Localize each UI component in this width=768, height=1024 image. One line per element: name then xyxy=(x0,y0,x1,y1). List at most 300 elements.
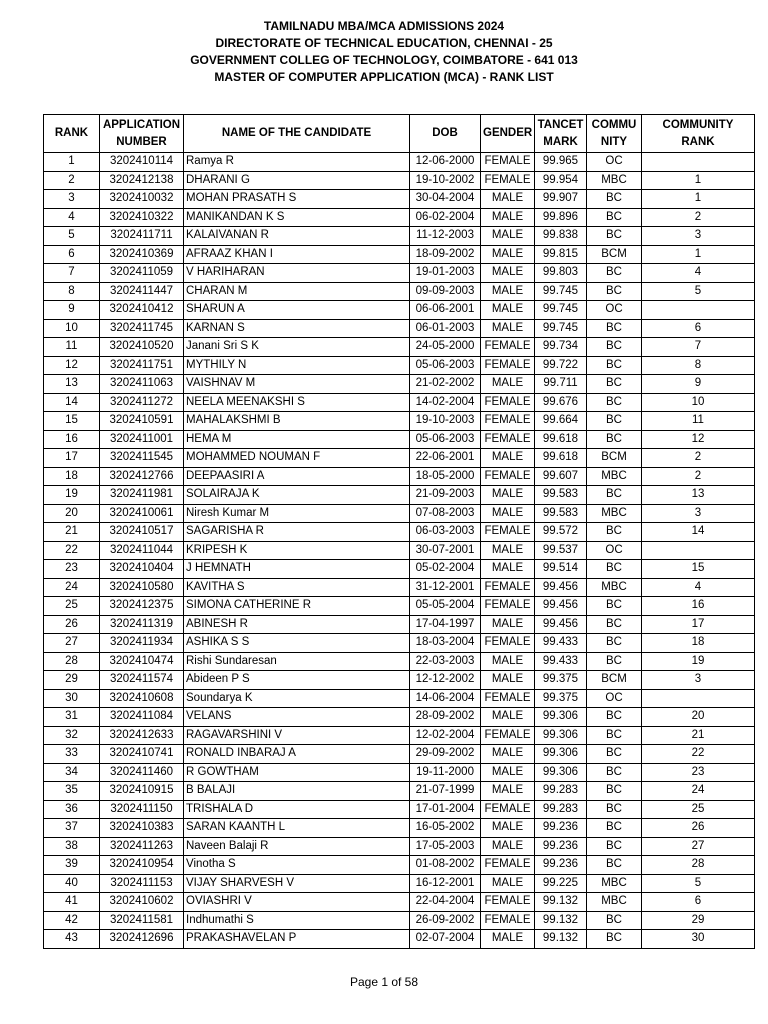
cell-dob: 05-06-2003 xyxy=(410,430,481,449)
cell-candidate-name: SIMONA CATHERINE R xyxy=(184,597,410,616)
cell-community: MBC xyxy=(587,874,642,893)
cell-community: MBC xyxy=(587,171,642,190)
cell-rank: 9 xyxy=(44,301,100,320)
cell-community: BC xyxy=(587,393,642,412)
cell-candidate-name: RONALD INBARAJ A xyxy=(184,745,410,764)
table-row xyxy=(44,356,755,375)
cell-rank: 18 xyxy=(44,467,100,486)
cell-dob: 14-02-2004 xyxy=(410,393,481,412)
cell-community-rank: 30 xyxy=(642,930,755,949)
cell-candidate-name: SOLAIRAJA K xyxy=(184,486,410,505)
cell-community: BC xyxy=(587,264,642,283)
cell-candidate-name: SAGARISHA R xyxy=(184,523,410,542)
cell-tancet-mark: 99.896 xyxy=(535,208,587,227)
cell-dob: 06-02-2004 xyxy=(410,208,481,227)
cell-community-rank: 22 xyxy=(642,745,755,764)
cell-community-rank: 4 xyxy=(642,264,755,283)
table-row xyxy=(44,190,755,209)
cell-community-rank: 6 xyxy=(642,893,755,912)
cell-tancet-mark: 99.456 xyxy=(535,615,587,634)
cell-application-number: 3202410741 xyxy=(100,745,184,764)
cell-community: OC xyxy=(587,153,642,172)
cell-application-number: 3202411263 xyxy=(100,837,184,856)
cell-rank: 4 xyxy=(44,208,100,227)
cell-dob: 18-05-2000 xyxy=(410,467,481,486)
cell-dob: 19-10-2003 xyxy=(410,412,481,431)
cell-application-number: 3202410032 xyxy=(100,190,184,209)
cell-application-number: 3202411063 xyxy=(100,375,184,394)
table-row xyxy=(44,338,755,357)
cell-rank: 15 xyxy=(44,412,100,431)
cell-dob: 14-06-2004 xyxy=(410,689,481,708)
cell-gender: MALE xyxy=(481,763,535,782)
cell-application-number: 3202410580 xyxy=(100,578,184,597)
cell-community: MBC xyxy=(587,504,642,523)
cell-tancet-mark: 99.375 xyxy=(535,689,587,708)
cell-community: MBC xyxy=(587,578,642,597)
cell-tancet-mark: 99.306 xyxy=(535,763,587,782)
cell-tancet-mark: 99.283 xyxy=(535,800,587,819)
cell-tancet-mark: 99.618 xyxy=(535,449,587,468)
cell-candidate-name: ASHIKA S S xyxy=(184,634,410,653)
cell-application-number: 3202412696 xyxy=(100,930,184,949)
cell-application-number: 3202412766 xyxy=(100,467,184,486)
cell-tancet-mark: 99.583 xyxy=(535,486,587,505)
cell-tancet-mark: 99.838 xyxy=(535,227,587,246)
cell-tancet-mark: 99.306 xyxy=(535,708,587,727)
table-row xyxy=(44,930,755,949)
cell-rank: 33 xyxy=(44,745,100,764)
cell-community: BC xyxy=(587,930,642,949)
cell-dob: 18-03-2004 xyxy=(410,634,481,653)
cell-dob: 29-09-2002 xyxy=(410,745,481,764)
cell-community: BC xyxy=(587,782,642,801)
cell-tancet-mark: 99.306 xyxy=(535,726,587,745)
cell-application-number: 3202410520 xyxy=(100,338,184,357)
cell-application-number: 3202411460 xyxy=(100,763,184,782)
page-number: Page 1 of 58 xyxy=(349,975,419,989)
cell-candidate-name: Rishi Sundaresan xyxy=(184,652,410,671)
cell-gender: MALE xyxy=(481,504,535,523)
cell-tancet-mark: 99.607 xyxy=(535,467,587,486)
cell-rank: 27 xyxy=(44,634,100,653)
cell-application-number: 3202411153 xyxy=(100,874,184,893)
cell-gender: FEMALE xyxy=(481,726,535,745)
cell-gender: MALE xyxy=(481,190,535,209)
cell-gender: FEMALE xyxy=(481,467,535,486)
cell-community-rank: 9 xyxy=(642,375,755,394)
cell-tancet-mark: 99.433 xyxy=(535,634,587,653)
cell-community-rank: 25 xyxy=(642,800,755,819)
cell-rank: 2 xyxy=(44,171,100,190)
cell-tancet-mark: 99.132 xyxy=(535,911,587,930)
cell-community-rank: 17 xyxy=(642,615,755,634)
cell-community: BC xyxy=(587,486,642,505)
cell-tancet-mark: 99.745 xyxy=(535,282,587,301)
cell-rank: 24 xyxy=(44,578,100,597)
cell-community-rank: 16 xyxy=(642,597,755,616)
cell-gender: FEMALE xyxy=(481,911,535,930)
cell-gender: MALE xyxy=(481,652,535,671)
cell-application-number: 3202410369 xyxy=(100,245,184,264)
cell-gender: MALE xyxy=(481,671,535,690)
cell-tancet-mark: 99.815 xyxy=(535,245,587,264)
cell-community: BCM xyxy=(587,671,642,690)
cell-candidate-name: OVIASHRI V xyxy=(184,893,410,912)
table-row xyxy=(44,911,755,930)
cell-application-number: 3202410412 xyxy=(100,301,184,320)
cell-candidate-name: KALAIVANAN R xyxy=(184,227,410,246)
cell-dob: 28-09-2002 xyxy=(410,708,481,727)
table-row xyxy=(44,467,755,486)
cell-rank: 39 xyxy=(44,856,100,875)
cell-application-number: 3202410322 xyxy=(100,208,184,227)
cell-rank: 10 xyxy=(44,319,100,338)
cell-tancet-mark: 99.225 xyxy=(535,874,587,893)
cell-community-rank: 5 xyxy=(642,874,755,893)
header-line-3: GOVERNMENT COLLEG OF TECHNOLOGY, COIMBATORE - 641 013 xyxy=(190,53,578,67)
cell-community-rank xyxy=(642,689,755,708)
col-header-tancet-mark: TANCET MARK xyxy=(535,115,587,153)
cell-community: BC xyxy=(587,652,642,671)
cell-gender: MALE xyxy=(481,264,535,283)
table-row xyxy=(44,523,755,542)
cell-candidate-name: MYTHILY N xyxy=(184,356,410,375)
cell-candidate-name: R GOWTHAM xyxy=(184,763,410,782)
cell-application-number: 3202410954 xyxy=(100,856,184,875)
cell-rank: 13 xyxy=(44,375,100,394)
col-header-name: NAME OF THE CANDIDATE xyxy=(184,115,410,153)
cell-community: BC xyxy=(587,412,642,431)
cell-candidate-name: KARNAN S xyxy=(184,319,410,338)
cell-dob: 02-07-2004 xyxy=(410,930,481,949)
cell-candidate-name: Ramya R xyxy=(184,153,410,172)
cell-community-rank: 12 xyxy=(642,430,755,449)
cell-gender: FEMALE xyxy=(481,412,535,431)
cell-candidate-name: Janani Sri S K xyxy=(184,338,410,357)
cell-gender: MALE xyxy=(481,782,535,801)
cell-application-number: 3202411574 xyxy=(100,671,184,690)
cell-rank: 19 xyxy=(44,486,100,505)
cell-candidate-name: Niresh Kumar M xyxy=(184,504,410,523)
col-header-community-rank: COMMUNITY RANK xyxy=(642,115,755,153)
cell-dob: 12-02-2004 xyxy=(410,726,481,745)
cell-application-number: 3202410061 xyxy=(100,504,184,523)
cell-application-number: 3202411059 xyxy=(100,264,184,283)
cell-candidate-name: VELANS xyxy=(184,708,410,727)
cell-community-rank: 3 xyxy=(642,227,755,246)
table-row xyxy=(44,671,755,690)
cell-community-rank: 3 xyxy=(642,671,755,690)
cell-application-number: 3202411981 xyxy=(100,486,184,505)
cell-community-rank: 2 xyxy=(642,449,755,468)
cell-dob: 05-02-2004 xyxy=(410,560,481,579)
table-row xyxy=(44,745,755,764)
cell-rank: 43 xyxy=(44,930,100,949)
cell-dob: 11-12-2003 xyxy=(410,227,481,246)
cell-community: BCM xyxy=(587,245,642,264)
cell-tancet-mark: 99.722 xyxy=(535,356,587,375)
cell-application-number: 3202411581 xyxy=(100,911,184,930)
cell-community-rank xyxy=(642,301,755,320)
cell-rank: 5 xyxy=(44,227,100,246)
cell-gender: FEMALE xyxy=(481,430,535,449)
cell-tancet-mark: 99.907 xyxy=(535,190,587,209)
cell-candidate-name: J HEMNATH xyxy=(184,560,410,579)
header-line-4: MASTER OF COMPUTER APPLICATION (MCA) - RANK LIST xyxy=(214,70,554,84)
cell-gender: MALE xyxy=(481,874,535,893)
cell-application-number: 3202411711 xyxy=(100,227,184,246)
table-row xyxy=(44,264,755,283)
cell-community: BC xyxy=(587,726,642,745)
cell-community-rank: 18 xyxy=(642,634,755,653)
cell-community: MBC xyxy=(587,467,642,486)
cell-application-number: 3202412138 xyxy=(100,171,184,190)
cell-application-number: 3202411150 xyxy=(100,800,184,819)
cell-rank: 37 xyxy=(44,819,100,838)
cell-community-rank: 5 xyxy=(642,282,755,301)
table-row xyxy=(44,560,755,579)
cell-gender: MALE xyxy=(481,930,535,949)
cell-community: OC xyxy=(587,689,642,708)
cell-rank: 31 xyxy=(44,708,100,727)
cell-dob: 19-10-2002 xyxy=(410,171,481,190)
cell-rank: 36 xyxy=(44,800,100,819)
rank-list-table xyxy=(43,114,755,949)
cell-gender: FEMALE xyxy=(481,393,535,412)
cell-community: BC xyxy=(587,319,642,338)
table-row xyxy=(44,375,755,394)
cell-community-rank: 2 xyxy=(642,208,755,227)
cell-rank: 25 xyxy=(44,597,100,616)
cell-candidate-name: Vinotha S xyxy=(184,856,410,875)
cell-tancet-mark: 99.965 xyxy=(535,153,587,172)
cell-dob: 18-09-2002 xyxy=(410,245,481,264)
cell-candidate-name: SARAN KAANTH L xyxy=(184,819,410,838)
cell-gender: MALE xyxy=(481,837,535,856)
cell-rank: 40 xyxy=(44,874,100,893)
cell-gender: FEMALE xyxy=(481,356,535,375)
cell-gender: FEMALE xyxy=(481,171,535,190)
cell-tancet-mark: 99.514 xyxy=(535,560,587,579)
cell-tancet-mark: 99.583 xyxy=(535,504,587,523)
cell-rank: 7 xyxy=(44,264,100,283)
cell-application-number: 3202412633 xyxy=(100,726,184,745)
cell-dob: 05-06-2003 xyxy=(410,356,481,375)
cell-tancet-mark: 99.236 xyxy=(535,837,587,856)
cell-rank: 29 xyxy=(44,671,100,690)
cell-gender: MALE xyxy=(481,486,535,505)
table-row xyxy=(44,874,755,893)
cell-tancet-mark: 99.236 xyxy=(535,819,587,838)
cell-community-rank: 13 xyxy=(642,486,755,505)
cell-community: BC xyxy=(587,763,642,782)
cell-application-number: 3202411084 xyxy=(100,708,184,727)
cell-dob: 16-12-2001 xyxy=(410,874,481,893)
cell-rank: 26 xyxy=(44,615,100,634)
cell-application-number: 3202411545 xyxy=(100,449,184,468)
cell-candidate-name: AFRAAZ KHAN I xyxy=(184,245,410,264)
cell-community-rank: 6 xyxy=(642,319,755,338)
cell-application-number: 3202410114 xyxy=(100,153,184,172)
cell-rank: 8 xyxy=(44,282,100,301)
cell-community-rank: 11 xyxy=(642,412,755,431)
cell-dob: 21-07-1999 xyxy=(410,782,481,801)
cell-community: MBC xyxy=(587,893,642,912)
cell-gender: MALE xyxy=(481,245,535,264)
cell-tancet-mark: 99.375 xyxy=(535,671,587,690)
cell-gender: MALE xyxy=(481,819,535,838)
cell-candidate-name: VAISHNAV M xyxy=(184,375,410,394)
cell-dob: 16-05-2002 xyxy=(410,819,481,838)
cell-community-rank: 4 xyxy=(642,578,755,597)
cell-application-number: 3202410474 xyxy=(100,652,184,671)
table-row xyxy=(44,689,755,708)
cell-community-rank: 15 xyxy=(642,560,755,579)
cell-rank: 34 xyxy=(44,763,100,782)
cell-dob: 21-09-2003 xyxy=(410,486,481,505)
cell-rank: 17 xyxy=(44,449,100,468)
cell-rank: 6 xyxy=(44,245,100,264)
table-row xyxy=(44,819,755,838)
cell-community-rank: 27 xyxy=(642,837,755,856)
cell-community: BC xyxy=(587,597,642,616)
cell-rank: 38 xyxy=(44,837,100,856)
cell-candidate-name: MOHAMMED NOUMAN F xyxy=(184,449,410,468)
cell-community: BCM xyxy=(587,449,642,468)
table-row xyxy=(44,245,755,264)
table-row xyxy=(44,634,755,653)
cell-application-number: 3202410591 xyxy=(100,412,184,431)
cell-rank: 42 xyxy=(44,911,100,930)
cell-gender: FEMALE xyxy=(481,856,535,875)
table-row xyxy=(44,486,755,505)
cell-candidate-name: Soundarya K xyxy=(184,689,410,708)
table-row xyxy=(44,597,755,616)
cell-rank: 41 xyxy=(44,893,100,912)
cell-tancet-mark: 99.306 xyxy=(535,745,587,764)
cell-dob: 06-01-2003 xyxy=(410,319,481,338)
cell-community-rank: 19 xyxy=(642,652,755,671)
cell-rank: 23 xyxy=(44,560,100,579)
table-row xyxy=(44,837,755,856)
table-row xyxy=(44,504,755,523)
cell-candidate-name: VIJAY SHARVESH V xyxy=(184,874,410,893)
cell-dob: 24-05-2000 xyxy=(410,338,481,357)
cell-dob: 19-01-2003 xyxy=(410,264,481,283)
cell-dob: 22-04-2004 xyxy=(410,893,481,912)
cell-gender: MALE xyxy=(481,560,535,579)
cell-community-rank: 29 xyxy=(642,911,755,930)
cell-dob: 17-04-1997 xyxy=(410,615,481,634)
cell-community: BC xyxy=(587,356,642,375)
header-line-1: TAMILNADU MBA/MCA ADMISSIONS 2024 xyxy=(263,19,505,33)
cell-candidate-name: Abideen P S xyxy=(184,671,410,690)
table-row xyxy=(44,227,755,246)
col-header-gender: GENDER xyxy=(481,115,535,153)
cell-rank: 14 xyxy=(44,393,100,412)
cell-application-number: 3202411319 xyxy=(100,615,184,634)
cell-gender: FEMALE xyxy=(481,800,535,819)
cell-tancet-mark: 99.618 xyxy=(535,430,587,449)
cell-rank: 28 xyxy=(44,652,100,671)
cell-gender: FEMALE xyxy=(481,523,535,542)
cell-community: BC xyxy=(587,819,642,838)
cell-gender: MALE xyxy=(481,708,535,727)
cell-tancet-mark: 99.283 xyxy=(535,782,587,801)
cell-community: BC xyxy=(587,190,642,209)
cell-community-rank: 26 xyxy=(642,819,755,838)
cell-gender: FEMALE xyxy=(481,634,535,653)
cell-tancet-mark: 99.236 xyxy=(535,856,587,875)
cell-community-rank: 1 xyxy=(642,190,755,209)
cell-candidate-name: DHARANI G xyxy=(184,171,410,190)
table-row xyxy=(44,726,755,745)
cell-community-rank: 21 xyxy=(642,726,755,745)
cell-community: BC xyxy=(587,800,642,819)
cell-rank: 32 xyxy=(44,726,100,745)
table-row xyxy=(44,171,755,190)
cell-application-number: 3202411751 xyxy=(100,356,184,375)
cell-gender: FEMALE xyxy=(481,893,535,912)
cell-rank: 1 xyxy=(44,153,100,172)
table-row xyxy=(44,708,755,727)
cell-tancet-mark: 99.803 xyxy=(535,264,587,283)
table-row xyxy=(44,301,755,320)
cell-tancet-mark: 99.664 xyxy=(535,412,587,431)
cell-community: OC xyxy=(587,541,642,560)
cell-dob: 06-06-2001 xyxy=(410,301,481,320)
cell-community: BC xyxy=(587,745,642,764)
table-row xyxy=(44,541,755,560)
cell-rank: 11 xyxy=(44,338,100,357)
cell-community: BC xyxy=(587,523,642,542)
cell-community: BC xyxy=(587,615,642,634)
cell-dob: 12-12-2002 xyxy=(410,671,481,690)
cell-application-number: 3202411272 xyxy=(100,393,184,412)
cell-community-rank: 8 xyxy=(642,356,755,375)
cell-dob: 07-08-2003 xyxy=(410,504,481,523)
rank-list-body xyxy=(44,153,755,949)
cell-gender: FEMALE xyxy=(481,153,535,172)
cell-dob: 17-05-2003 xyxy=(410,837,481,856)
cell-gender: MALE xyxy=(481,227,535,246)
cell-dob: 12-06-2000 xyxy=(410,153,481,172)
cell-application-number: 3202410383 xyxy=(100,819,184,838)
cell-application-number: 3202411745 xyxy=(100,319,184,338)
table-row xyxy=(44,208,755,227)
cell-candidate-name: V HARIHARAN xyxy=(184,264,410,283)
cell-dob: 06-03-2003 xyxy=(410,523,481,542)
cell-rank: 16 xyxy=(44,430,100,449)
cell-candidate-name: KAVITHA S xyxy=(184,578,410,597)
cell-community: BC xyxy=(587,338,642,357)
cell-gender: MALE xyxy=(481,208,535,227)
cell-gender: MALE xyxy=(481,745,535,764)
table-row xyxy=(44,782,755,801)
cell-application-number: 3202410608 xyxy=(100,689,184,708)
cell-candidate-name: B BALAJI xyxy=(184,782,410,801)
col-header-rank: RANK xyxy=(44,115,100,153)
table-row xyxy=(44,393,755,412)
cell-gender: MALE xyxy=(481,449,535,468)
cell-community-rank: 1 xyxy=(642,245,755,264)
cell-candidate-name: Naveen Balaji R xyxy=(184,837,410,856)
cell-application-number: 3202411001 xyxy=(100,430,184,449)
cell-application-number: 3202410517 xyxy=(100,523,184,542)
cell-gender: MALE xyxy=(481,282,535,301)
cell-community-rank: 24 xyxy=(642,782,755,801)
